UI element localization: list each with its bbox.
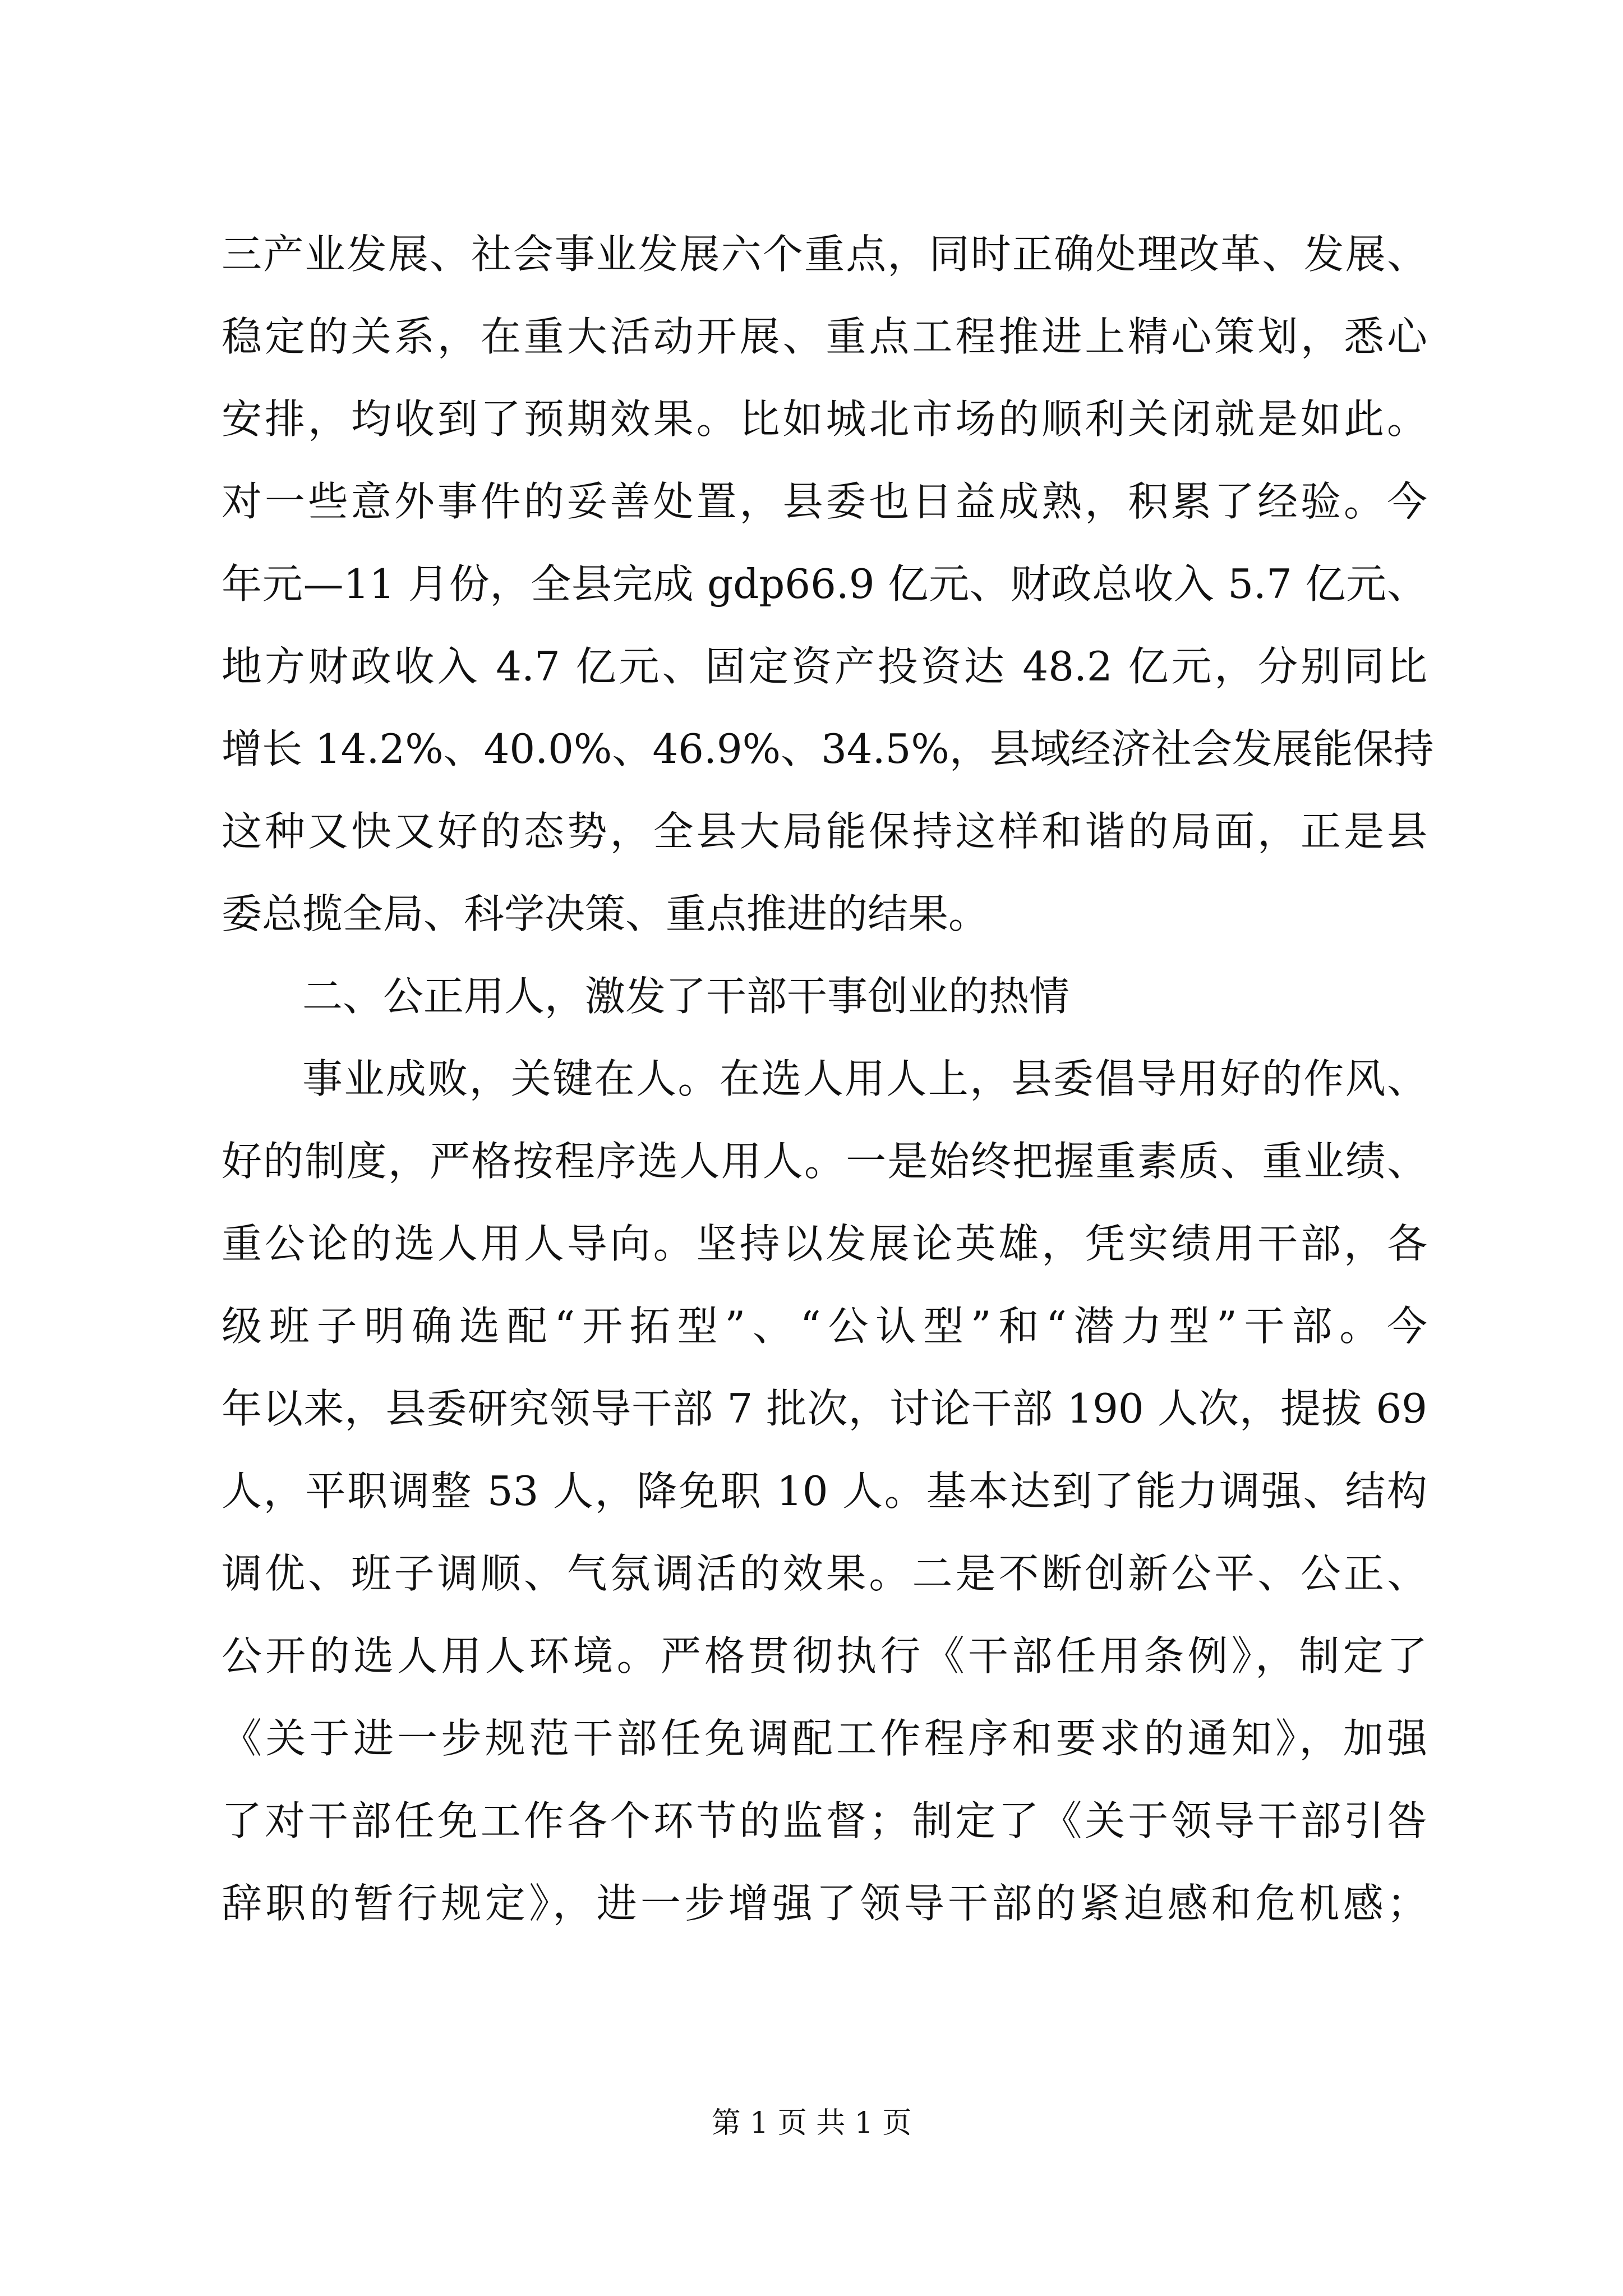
text-line: 好的制度，严格按程序选人用人。一是始终把握重素质、重业绩、 xyxy=(222,1138,1427,1185)
text-line: 事业成败，关键在人。在选人用人上，县委倡导用好的作风、 xyxy=(302,1055,1427,1102)
text-line: 级班子明确选配“开拓型”、“公认型”和“潜力型”干部。今 xyxy=(222,1303,1427,1350)
text-line: 辞职的暂行规定》，进一步增强了领导干部的紧迫感和危机感； xyxy=(222,1880,1427,1927)
text-line: 这种又快又好的态势，全县大局能保持这样和谐的局面，正是县 xyxy=(222,808,1427,855)
page-footer xyxy=(0,2106,1623,2140)
text-line: 重公论的选人用人导向。坚持以发展论英雄，凭实绩用干部，各 xyxy=(222,1220,1427,1267)
body-text xyxy=(222,213,1434,1945)
text-line: 年元—11 月份，全县完成 gdp66.9 亿元、财政总收入 5.7 亿元、 xyxy=(222,560,1427,608)
text-line: 了对干部任免工作各个环节的监督；制定了《关于领导干部引咎 xyxy=(222,1797,1427,1844)
page-number: 第 1 页 共 1 页 xyxy=(711,2106,912,2140)
text-line: 增长 14.2%、40.0%、46.9%、34.5%，县域经济社会发展能保持 xyxy=(222,725,1434,772)
text-line: 公开的选人用人环境。严格贯彻执行《干部任用条例》，制定了 xyxy=(222,1632,1427,1680)
text-line: 三产业发展、社会事业发展六个重点，同时正确处理改革、发展、 xyxy=(222,231,1427,278)
text-line: 年以来，县委研究领导干部 7 批次，讨论干部 190 人次，提拔 69 xyxy=(222,1385,1427,1432)
text-line: 地方财政收入 4.7 亿元、固定资产投资达 48.2 亿元，分别同比 xyxy=(222,643,1427,690)
text-line: 人，平职调整 53 人，降免职 10 人。基本达到了能力调强、结构 xyxy=(222,1467,1427,1515)
text-line: 对一些意外事件的妥善处置，县委也日益成熟，积累了经验。今 xyxy=(222,478,1427,525)
text-line: 调优、班子调顺、气氛调活的效果。二是不断创新公平、公正、 xyxy=(222,1550,1427,1597)
text-line: 委总揽全局、科学决策、重点推进的结果。 xyxy=(222,890,989,937)
section-heading: 二、公正用人，激发了干部干事创业的热情 xyxy=(302,973,1070,1020)
text-line: 安排，均收到了预期效果。比如城北市场的顺利关闭就是如此。 xyxy=(222,395,1427,443)
text-line: 《关于进一步规范干部任免调配工作程序和要求的通知》，加强 xyxy=(222,1715,1427,1762)
text-line: 稳定的关系，在重大活动开展、重点工程推进上精心策划，悉心 xyxy=(222,313,1427,360)
